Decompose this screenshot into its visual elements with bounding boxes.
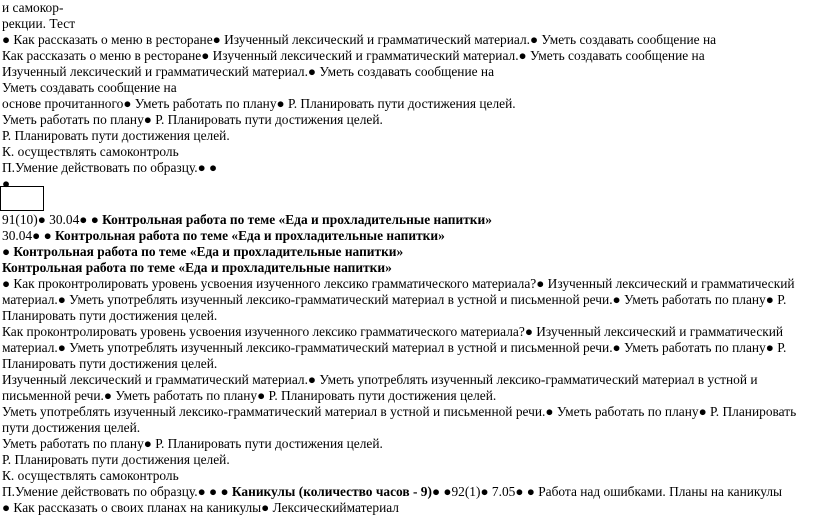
text-line-17: ● Как проконтролировать уровень усвоения изученного лексико грамматического материала?● Изученный лексический и грамматический: [2, 276, 795, 291]
text-line-12: ●: [2, 176, 11, 191]
lesson-title-bold: Контрольная работа по теме «Еда и прохладительные напитки»: [102, 212, 492, 227]
text-line-5: Изученный лексический и грамматический материал.● Уметь создавать сообщение на: [2, 64, 495, 79]
text-line-25: Уметь употреблять изученный лексико-грамматический материал в устной и письменной речи.● Уметь работать по плану● Р. Планировать: [2, 404, 797, 419]
text-line-27: Уметь работать по плану● Р. Планировать пути достижения целей.: [2, 436, 383, 451]
text-line-holidays: [2, 484, 782, 500]
text-line-19: Планировать пути достижения целей.: [2, 308, 218, 323]
text-line-28: Р. Планировать пути достижения целей.: [2, 452, 230, 467]
text-line-23: Изученный лексический и грамматический материал.● Уметь употреблять изученный лексико-грамматический материал в устной и: [2, 372, 758, 387]
text-line-date: [2, 228, 445, 244]
text-line-3: ● Как рассказать о меню в ресторане● Изученный лексический и грамматический материал.● Уметь создавать сообщение на: [2, 32, 717, 47]
text-line-last: ● Как рассказать о своих планах на каникулы● Лексическийматериал: [2, 500, 399, 515]
holidays-prefix: П.Умение действовать по образцу.● ● ●: [2, 484, 232, 499]
text-line-4: Как рассказать о меню в ресторане● Изученный лексический и грамматический материал.● Уметь создавать сообщение на: [2, 48, 705, 63]
lesson-prefix: 91(10)● 30.04● ●: [2, 212, 103, 227]
text-line-26: пути достижения целей.: [2, 420, 141, 435]
text-line-9: Р. Планировать пути достижения целей.: [2, 128, 230, 143]
text-line-6: Уметь создавать сообщение на: [2, 80, 177, 95]
text-line-20: Как проконтролировать уровень усвоения изученного лексико грамматического материала?● Изученный лексический и грамматический: [2, 324, 784, 339]
empty-cell-box: [0, 186, 44, 211]
holidays-suffix: ● ●92(1)● 7.05● ● Работа над ошибками. Планы на каникулы: [431, 484, 783, 499]
text-line-18: материал.● Уметь употреблять изученный лексико-грамматический материал в устной и письменной речи.● Уметь работать по плану● Р.: [2, 292, 787, 307]
text-line-1: и самокор-: [2, 0, 64, 15]
text-line-title: Контрольная работа по теме «Еда и прохладительные напитки»: [2, 260, 392, 275]
date-prefix: 30.04● ●: [2, 228, 56, 243]
text-line-lesson-91: [2, 212, 492, 228]
text-line-10: К. осуществлять самоконтроль: [2, 144, 179, 159]
text-line-2: рекции. Тест: [2, 16, 76, 31]
text-line-8: Уметь работать по плану● Р. Планировать пути достижения целей.: [2, 112, 383, 127]
text-line-22: Планировать пути достижения целей.: [2, 356, 218, 371]
text-line-title-bullet: ● Контрольная работа по теме «Еда и прохладительные напитки»: [2, 244, 404, 259]
text-line-29: К. осуществлять самоконтроль: [2, 468, 179, 483]
text-line-24: письменной речи.● Уметь работать по плану● Р. Планировать пути достижения целей.: [2, 388, 497, 403]
holidays-title-bold: Каникулы (количество часов - 9): [231, 484, 432, 499]
text-line-11: П.Умение действовать по образцу.● ●: [2, 160, 218, 175]
text-line-21: материал.● Уметь употреблять изученный лексико-грамматический материал в устной и письменной речи.● Уметь работать по плану● Р.: [2, 340, 787, 355]
date-title-bold: Контрольная работа по теме «Еда и прохладительные напитки»: [55, 228, 445, 243]
text-line-7: основе прочитанного● Уметь работать по плану● Р. Планировать пути достижения целей.: [2, 96, 516, 111]
